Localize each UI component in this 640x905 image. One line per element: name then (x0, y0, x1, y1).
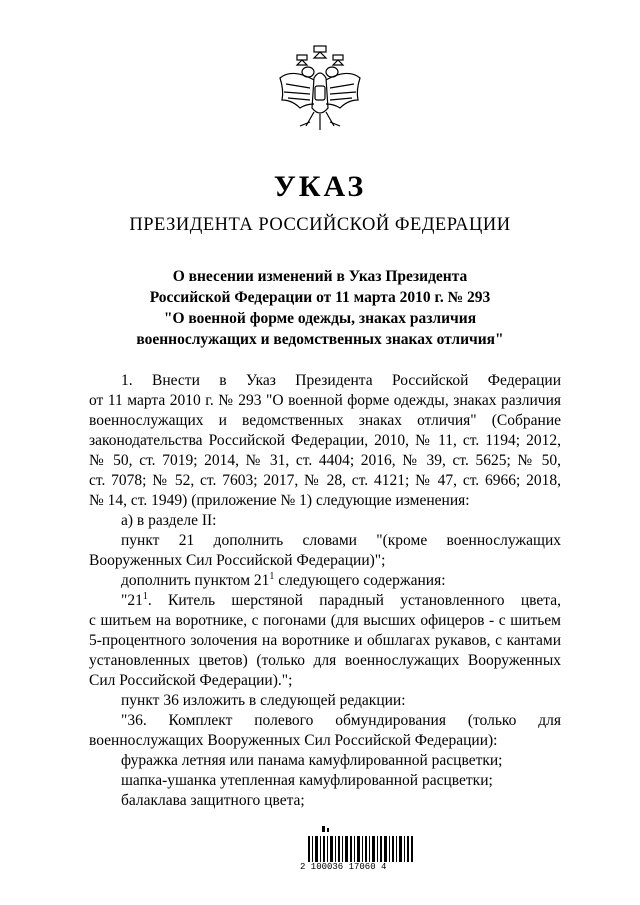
body-line: военнослужащих Вооруженных Сил Российской Федерации): (89, 732, 498, 749)
list-item: фуражка летняя или панама камуфлированной расцветки; (121, 752, 503, 769)
body-line: с шитьем на воротнике, с погонами (для высших офицеров - с шитьем (89, 612, 561, 629)
body-line: ст. 7078; № 52, ст. 7603; 2017, № 28, ст. 4121; № 47, ст. 6966; 2018, (89, 472, 561, 489)
body-line: № 50, ст. 7019; 2014, № 31, ст. 4404; 2016, № 39, ст. 5625; № 50, (89, 452, 561, 469)
body-line: от 11 марта 2010 г. № 293 "О военной форме одежды, знаках различия (89, 392, 561, 409)
list-item: шапка-ушанка утепленная камуфлированной расцветки; (121, 772, 493, 789)
point-text: . Китель шерстяной парадный установленного цвета, (147, 592, 561, 609)
superscript: 1 (269, 571, 275, 582)
section-label: а) в разделе II: (121, 512, 217, 529)
document-type-title: УКАЗ (273, 170, 367, 203)
body-line: Вооруженных Сил Российской Федерации)"; (89, 552, 386, 569)
body-line: пункт 36 изложить в следующей редакции: (121, 692, 406, 709)
decree-title-line: военнослужащих и ведомственных знаках отличия" (136, 331, 504, 348)
body-line: Сил Российской Федерации)."; (89, 672, 293, 689)
issuer-subtitle: ПРЕЗИДЕНТА РОССИЙСКОЙ ФЕДЕРАЦИИ (129, 215, 511, 235)
decree-body (89, 371, 561, 811)
body-line: № 14, ст. 1949) (приложение № 1) следующие изменения: (89, 492, 470, 509)
body-line: 1. Внести в Указ Президента Российской Федерации (121, 372, 561, 389)
decree-title-line: "О военной форме одежды, знаках различия (163, 310, 477, 327)
body-line: 5-процентного золочения на воротнике и обшлагах рукавов, с кантами (89, 632, 561, 649)
body-line: законодательства Российской Федерации, 2010, № 11, ст. 1194; 2012, (89, 432, 561, 449)
body-line: установленных цветов) (только для военнослужащих Вооруженных (89, 652, 561, 669)
body-line: военнослужащих и ведомственных знаках отличия" (Собрание (89, 412, 561, 429)
decree-title (80, 266, 560, 350)
superscript: 1 (142, 591, 148, 602)
add-point-line (89, 571, 561, 591)
point-number: "21 (121, 592, 143, 609)
barcode-number: 2 100036 17060 4 (300, 862, 387, 872)
body-line: пункт 21 дополнить словами "(кроме военнослужащих (121, 532, 561, 549)
add-point-text: следующего содержания: (274, 572, 446, 589)
decree-title-line: О внесении изменений в Указ Президента (172, 268, 468, 285)
list-item: балаклава защитного цвета; (121, 792, 305, 809)
add-point-text: дополнить пунктом 21 (121, 572, 270, 589)
body-line: "36. Комплект полевого обмундирования (только для (121, 712, 561, 729)
coat-of-arms-emblem (270, 38, 370, 138)
body-line (89, 591, 561, 611)
decree-title-line: Российской Федерации от 11 марта 2010 г. № 293 (149, 289, 491, 306)
